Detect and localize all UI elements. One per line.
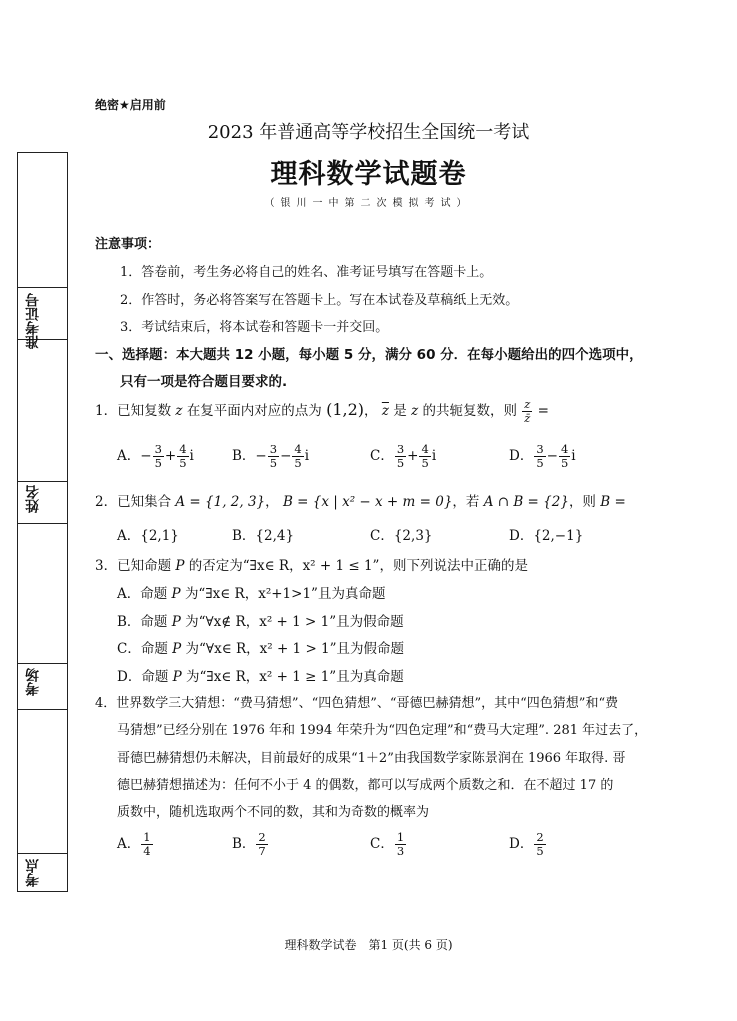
option-label: B． bbox=[232, 528, 256, 544]
fraction-den: 7 bbox=[258, 844, 266, 858]
option-text: 命题 bbox=[140, 614, 168, 630]
option-label: C． bbox=[370, 836, 394, 852]
q1-text: = bbox=[537, 403, 549, 419]
q2-text: ， bbox=[265, 494, 279, 510]
option-text: 为“∀x∉ R，x² + 1 > 1”且为假命题 bbox=[185, 614, 404, 630]
fraction-num: 3 bbox=[269, 442, 278, 456]
exam-name: 2023 年普通高等学校招生全国统一考试 bbox=[207, 122, 530, 143]
paper-subtitle: （银川一中第二次模拟考试） bbox=[264, 198, 473, 209]
option-label: B． bbox=[232, 448, 256, 464]
option-label: D． bbox=[509, 448, 534, 464]
q3-text: 3．已知命题 bbox=[95, 558, 172, 574]
option-label: C． bbox=[370, 448, 394, 464]
q1-option-a bbox=[117, 443, 194, 470]
option-fraction bbox=[177, 443, 188, 470]
q2-ask: B = bbox=[600, 494, 626, 510]
q3-option-a bbox=[117, 582, 385, 602]
fraction-den: 5 bbox=[560, 456, 569, 470]
q3-text: 的否定为“∃x∈ R，x² + 1 ≤ 1”，则下列说法中正确的是 bbox=[188, 558, 528, 574]
q4-option-a bbox=[117, 831, 154, 858]
option-value: {2,4} bbox=[255, 528, 295, 544]
option-fraction bbox=[534, 831, 545, 858]
q1-text: 1．已知复数 bbox=[95, 403, 172, 419]
option-fraction bbox=[559, 443, 570, 470]
q2-option-d bbox=[509, 524, 583, 544]
strip-divider bbox=[18, 287, 67, 288]
fraction-den: 5 bbox=[536, 844, 544, 858]
option-fraction bbox=[268, 443, 279, 470]
option-unit: i bbox=[431, 448, 437, 464]
q1-conjugate: $\overline{z}$ bbox=[381, 403, 389, 419]
option-sign: − bbox=[140, 448, 152, 464]
q1-fraction-num: z bbox=[524, 397, 531, 411]
question-4-line: 4．世界数学三大猜想：“费马猜想”、“四色猜想”、“哥德巴赫猜想”，其中“四色猜想”和“费 bbox=[95, 696, 619, 711]
fraction-num: 4 bbox=[294, 442, 302, 456]
question-4-line: 哥德巴赫猜想仍未解决，目前最好的成果“1＋2”由我国数学家陈景润在 1966 年取得. 哥 bbox=[117, 751, 626, 766]
q1-var: z bbox=[175, 403, 183, 419]
option-var: P bbox=[172, 669, 182, 685]
option-label: D． bbox=[509, 528, 534, 544]
q2-option-a bbox=[117, 524, 179, 544]
option-label: D． bbox=[509, 836, 534, 852]
option-label: D． bbox=[117, 669, 142, 685]
question-4-line: 德巴赫猜想描述为：任何不小于 4 的偶数，都可以写成两个质数之和．在不超过 17 的 bbox=[117, 778, 614, 793]
question-4-line: 马猜想”已经分别在 1976 年和 1994 年荣升为“四色定理”和“费马大定理”. 281 年过去了， bbox=[117, 723, 648, 738]
option-sign: − bbox=[280, 448, 292, 464]
option-fraction bbox=[256, 831, 267, 858]
option-fraction bbox=[395, 831, 406, 858]
option-label: A． bbox=[117, 448, 141, 464]
notice-heading: 注意事项： bbox=[95, 237, 161, 252]
q3-option-c bbox=[117, 637, 404, 657]
q2-set-a: A = {1, 2, 3} bbox=[175, 494, 266, 510]
q2-text: ，若 bbox=[452, 494, 480, 510]
option-sign: + bbox=[407, 448, 419, 464]
q1-fraction bbox=[522, 398, 532, 425]
page-footer: 理科数学试卷 第1 页(共 6 页) bbox=[284, 938, 453, 952]
strip-label-name: 姓名 bbox=[25, 485, 41, 513]
question-1 bbox=[95, 398, 549, 425]
fraction-den: 4 bbox=[143, 844, 151, 858]
strip-divider bbox=[18, 523, 67, 524]
q2-option-c bbox=[370, 524, 433, 544]
option-label: B． bbox=[117, 614, 141, 630]
option-sign: − bbox=[546, 448, 558, 464]
q1-option-b bbox=[232, 443, 309, 470]
option-fraction bbox=[141, 831, 152, 858]
q1-text: 是 bbox=[393, 403, 407, 419]
q1-text: 的共轭复数，则 bbox=[422, 403, 517, 419]
option-sign: + bbox=[164, 448, 177, 464]
option-text: 为“∀x∈ R，x² + 1 > 1”且为假命题 bbox=[185, 641, 405, 657]
strip-divider bbox=[18, 853, 67, 854]
q1-fraction-den: z̄ bbox=[524, 411, 531, 425]
q2-option-b bbox=[232, 524, 294, 544]
paper-title: 理科数学试题卷 bbox=[270, 159, 467, 190]
option-fraction bbox=[419, 443, 430, 470]
option-sign: − bbox=[255, 448, 267, 464]
option-label: A． bbox=[117, 586, 141, 602]
question-4-line: 质数中，随机选取两个不同的数，其和为奇数的概率为 bbox=[117, 805, 430, 820]
secret-mark: 绝密★启用前 bbox=[95, 98, 166, 112]
fraction-num: 3 bbox=[396, 442, 405, 456]
notice-item: 1．答卷前，考生务必将自己的姓名、准考证号填写在答题卡上。 bbox=[120, 265, 493, 280]
q1-var: z bbox=[411, 403, 419, 419]
q1-option-d bbox=[509, 443, 576, 470]
option-var: P bbox=[172, 641, 182, 657]
option-value: {2,−1} bbox=[533, 528, 584, 544]
option-value: {2,1} bbox=[140, 528, 179, 544]
question-3 bbox=[95, 554, 528, 574]
fraction-den: 5 bbox=[396, 456, 405, 470]
strip-label-exam-room: 考场 bbox=[25, 668, 41, 696]
option-text: 命题 bbox=[140, 586, 168, 602]
strip-divider bbox=[18, 663, 67, 664]
option-label: C． bbox=[117, 641, 141, 657]
option-value: {2,3} bbox=[393, 528, 433, 544]
fraction-num: 2 bbox=[258, 830, 266, 844]
option-var: P bbox=[171, 614, 181, 630]
strip-divider bbox=[18, 481, 67, 482]
fraction-num: 4 bbox=[421, 442, 429, 456]
q1-text: 在复平面内对应的点为 bbox=[186, 403, 322, 419]
option-unit: i bbox=[571, 448, 576, 464]
binding-strip bbox=[17, 152, 68, 892]
q1-text: ， bbox=[364, 403, 378, 419]
option-label: A． bbox=[117, 836, 141, 852]
fraction-num: 3 bbox=[154, 442, 162, 456]
option-fraction bbox=[534, 443, 545, 470]
option-unit: i bbox=[189, 448, 194, 464]
option-fraction bbox=[153, 443, 164, 470]
option-text: 为“∃x∈ R，x² + 1 ≥ 1”且为真命题 bbox=[186, 669, 404, 685]
fraction-den: 5 bbox=[179, 456, 187, 470]
q2-text: ，则 bbox=[568, 494, 596, 510]
option-text: 命题 bbox=[141, 669, 169, 685]
notice-item: 2．作答时，务必将答案写在答题卡上。写在本试卷及草稿纸上无效。 bbox=[120, 293, 519, 308]
q3-var: P bbox=[175, 558, 185, 574]
fraction-den: 5 bbox=[154, 456, 162, 470]
q2-condition: A ∩ B = {2} bbox=[483, 494, 569, 510]
q4-option-d bbox=[509, 831, 547, 858]
fraction-den: 3 bbox=[396, 844, 405, 858]
strip-divider bbox=[18, 709, 67, 710]
q2-set-b: B = {x | x² − x + m = 0} bbox=[282, 494, 453, 510]
option-fraction bbox=[292, 443, 303, 470]
notice-item: 3．考试结束后，将本试卷和答题卡一并交回。 bbox=[120, 320, 389, 335]
q4-option-c bbox=[370, 831, 407, 858]
option-text: 命题 bbox=[140, 641, 168, 657]
strip-label-exam-site: 考点 bbox=[25, 859, 41, 887]
fraction-num: 3 bbox=[536, 442, 544, 456]
q2-text: 2．已知集合 bbox=[95, 494, 172, 510]
strip-label-exam-number: 准考证号 bbox=[25, 293, 41, 349]
option-unit: i bbox=[304, 448, 310, 464]
option-var: P bbox=[171, 586, 181, 602]
fraction-den: 5 bbox=[294, 456, 302, 470]
option-label: A． bbox=[117, 528, 141, 544]
fraction-num: 1 bbox=[396, 830, 405, 844]
fraction-num: 1 bbox=[143, 830, 151, 844]
q1-point: (1,2) bbox=[326, 400, 365, 419]
option-text: 为“∃x∈ R，x²+1>1”且为真命题 bbox=[184, 586, 386, 602]
section-heading: 一、选择题：本大题共 12 小题，每小题 5 分，满分 60 分．在每小题给出的四个选项中， bbox=[95, 347, 643, 363]
q3-option-b bbox=[117, 610, 404, 630]
option-label: B． bbox=[232, 836, 256, 852]
fraction-num: 4 bbox=[560, 442, 569, 456]
fraction-den: 5 bbox=[421, 456, 429, 470]
option-fraction bbox=[395, 443, 406, 470]
question-2 bbox=[95, 490, 626, 510]
q4-option-b bbox=[232, 831, 269, 858]
fraction-den: 5 bbox=[269, 456, 278, 470]
fraction-num: 2 bbox=[536, 830, 544, 844]
fraction-num: 4 bbox=[179, 442, 187, 456]
section-heading-cont: 只有一项是符合题目要求的. bbox=[120, 374, 288, 390]
q3-option-d bbox=[117, 665, 404, 685]
q1-option-c bbox=[370, 443, 436, 470]
fraction-den: 5 bbox=[536, 456, 544, 470]
option-label: C． bbox=[370, 528, 394, 544]
